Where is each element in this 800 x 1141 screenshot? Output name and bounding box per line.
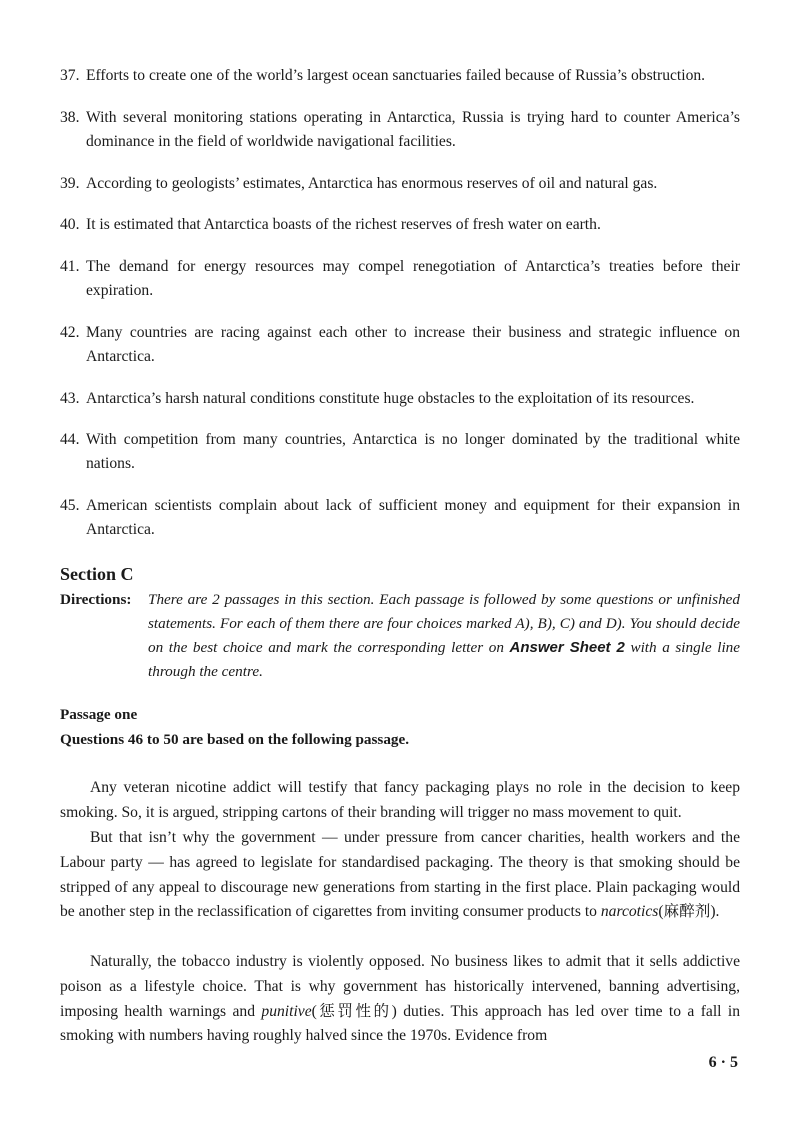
statement-number: 45. <box>60 497 80 514</box>
statement-42 <box>60 321 740 369</box>
term-narcotics: narcotics <box>600 903 659 921</box>
statement-38 <box>60 106 740 154</box>
paragraph-2 <box>60 826 740 925</box>
questions-note: Questions 46 to 50 are based on the following passage. <box>60 731 410 748</box>
statement-37 <box>60 64 740 88</box>
statement-44 <box>60 428 740 476</box>
paragraph-3-text: Naturally, the tobacco industry is violently opposed. No business likes to admit that it sells addictive poison as a lifestyle choice. That is why government has historically intervened, banning advertising, imposing health warnings and <box>60 953 740 1020</box>
directions-end: with a single line through the centre. <box>148 639 741 680</box>
statement-text: Antarctica’s harsh natural conditions constitute huge obstacles to the exploitation of its resources. <box>86 390 695 407</box>
section-title: Section C <box>60 564 134 584</box>
answer-sheet-label: Answer Sheet 2 <box>509 639 625 656</box>
page-number: 6 · 5 <box>708 1054 738 1071</box>
statement-45 <box>60 494 740 542</box>
paragraph-2-text: But that isn’t why the government — under pressure from cancer charities, health workers and the Labour party — has agreed to legislate for standardised packaging. The theory is that smoking should be stripped of any appeal to discourage new generations from starting in the first place. Plain packaging would be another step in the reclassification of cigarettes from inviting consumer products to <box>60 829 740 921</box>
statement-text: The demand for energy resources may compel renegotiation of Antarctica’s treaties before their expiration. <box>86 258 740 299</box>
directions <box>60 588 740 684</box>
paragraph-3 <box>60 950 740 1049</box>
statement-number: 43. <box>60 390 80 407</box>
statement-number: 39. <box>60 175 80 192</box>
directions-body: There are 2 passages in this section. Each passage is followed by some questions or unfinished statements. For each of them there are four choices marked A), B), C) and D). You should decide on the best choice and mark the corresponding letter on <box>148 591 740 656</box>
statement-text: It is estimated that Antarctica boasts of the richest reserves of fresh water on earth. <box>86 216 601 233</box>
paragraph-3-text-end: duties. This approach has led over time to a fall in smoking with numbers having roughly halved since the 1970s. Evidence from <box>60 1002 741 1045</box>
statement-number: 41. <box>60 258 80 275</box>
gloss-narcotics: (麻醉剂). <box>658 903 720 921</box>
statement-text: American scientists complain about lack of sufficient money and equipment for their expansion in Antarctica. <box>86 497 740 538</box>
directions-text <box>148 588 740 684</box>
paragraph-1: Any veteran nicotine addict will testify that fancy packaging plays no role in the decision to keep smoking. So, it is argued, stripping cartons of their branding will trigger no mass movement to quit. <box>60 779 740 821</box>
statement-number: 38. <box>60 109 80 126</box>
statement-number: 42. <box>60 324 80 341</box>
term-punitive: punitive <box>261 1002 312 1020</box>
statement-number: 44. <box>60 431 80 448</box>
statement-39 <box>60 172 740 196</box>
gloss-punitive: (惩罚性的) <box>311 1002 397 1020</box>
passage-name: Passage one <box>60 706 138 723</box>
statement-text: Many countries are racing against each other to increase their business and strategic influence on Antarctica. <box>86 324 740 365</box>
statement-number: 37. <box>60 67 80 84</box>
statement-43 <box>60 387 740 411</box>
statement-40 <box>60 213 740 237</box>
statement-text: According to geologists’ estimates, Antarctica has enormous reserves of oil and natural gas. <box>86 175 658 192</box>
directions-label: Directions: <box>60 591 132 608</box>
statement-text: Efforts to create one of the world’s largest ocean sanctuaries failed because of Russia’s obstruction. <box>86 67 706 84</box>
statement-41 <box>60 255 740 303</box>
statement-number: 40. <box>60 216 80 233</box>
statement-text: With several monitoring stations operating in Antarctica, Russia is trying hard to counter America’s dominance in the field of worldwide navigational facilities. <box>86 109 740 150</box>
statement-text: With competition from many countries, Antarctica is no longer dominated by the traditional white nations. <box>86 431 740 472</box>
